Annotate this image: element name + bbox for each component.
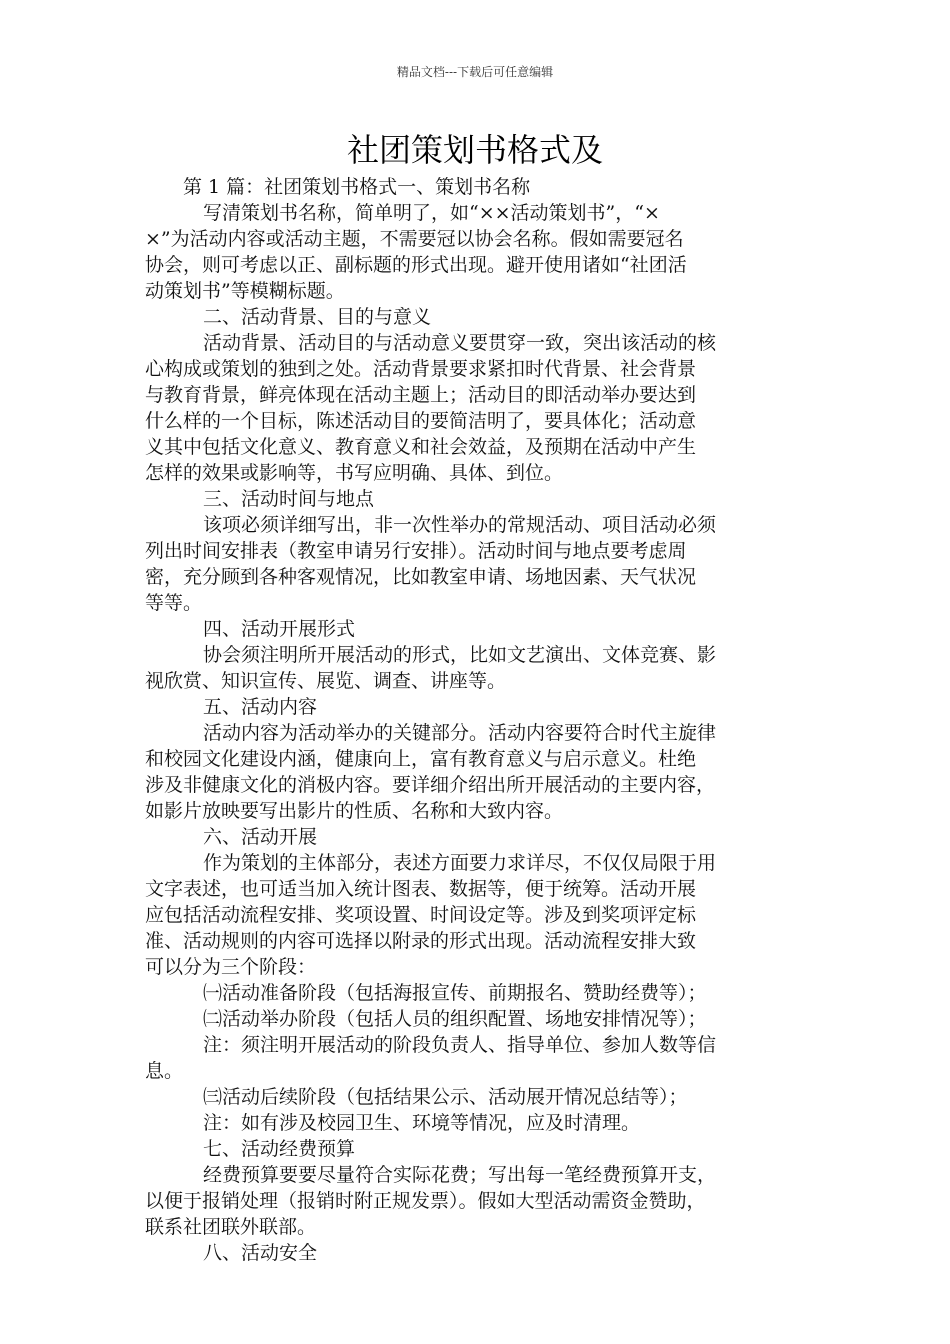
text-line: 以便于报销处理（报销时附正规发票）。假如大型活动需资金赞助， [145,1190,706,1212]
text-line: 列出时间安排表（教室申请另行安排）。活动时间与地点要考虑周 [145,540,687,562]
text-line: 活动内容为活动举办的关键部分。活动内容要符合时代主旋律 [203,722,717,744]
text-line: 密，充分顾到各种客观情况，比如教室申请、场地因素、天气状况 [145,566,697,588]
text-line: 注：如有涉及校园卫生、环境等情况，应及时清理。 [203,1112,641,1134]
text-line: ㈢活动后续阶段（包括结果公示、活动展开情况总结等）； [203,1086,688,1108]
text-line: 该项必须详细写出，非一次性举办的常规活动、项目活动必须 [203,514,717,536]
page-header: 精品文档---下载后可任意编辑 [396,65,554,79]
text-line: 与教育背景，鲜亮体现在活动主题上；活动目的即活动举办要达到 [145,384,697,406]
text-line: 协会，则可考虑以正、副标题的形式出现。避开使用诸如“社团活 [145,254,687,276]
text-line: 六、活动开展 [203,826,318,848]
text-line: 义其中包括文化意义、教育意义和社会效益，及预期在活动中产生 [145,436,697,458]
text-line: 联系社团联外联部。 [145,1216,317,1238]
text-line: 什么样的一个目标，陈述活动目的要简洁明了，要具体化；活动意 [145,410,697,432]
text-line: 如影片放映要写出影片的性质、名称和大致内容。 [145,800,564,822]
text-line: 准、活动规则的内容可选择以附录的形式出现。活动流程安排大致 [145,930,697,952]
text-line: 五、活动内容 [203,696,318,718]
text-line: 应包括活动流程安排、奖项设置、时间设定等。涉及到奖项评定标 [145,904,697,926]
text-line: 活动背景、活动目的与活动意义要贯穿一致，突出该活动的核 [203,332,717,354]
document-body [145,174,805,1266]
text-line: 视欣赏、知识宣传、展览、调查、讲座等。 [145,670,507,692]
text-line: 注：须注明开展活动的阶段负责人、指导单位、参加人数等信 [203,1034,717,1056]
text-line: 写清策划书名称，简单明了，如“××活动策划书”，“× [203,202,660,224]
text-line: 四、活动开展形式 [203,618,356,640]
text-line: 协会须注明所开展活动的形式，比如文艺演出、文体竞赛、影 [203,644,717,666]
document-title: 社团策划书格式及 [346,131,603,169]
text-line: 怎样的效果或影响等，书写应明确、具体、到位。 [145,462,564,484]
text-line: ㈡活动举办阶段（包括人员的组织配置、场地安排情况等）； [203,1008,707,1030]
text-line: 动策划书”等模糊标题。 [145,280,345,302]
text-line: 二、活动背景、目的与意义 [203,306,432,328]
text-line: 涉及非健康文化的消极内容。要详细介绍出所开展活动的主要内容， [145,774,716,796]
text-line: 作为策划的主体部分，表述方面要力求详尽，不仅仅局限于用 [203,852,717,874]
text-line: 等等。 [145,592,203,614]
text-line: 文字表述，也可适当加入统计图表、数据等，便于统筹。活动开展 [145,878,697,900]
text-line: 第 1 篇：社团策划书格式一、策划书名称 [183,176,531,198]
text-line: ㈠活动准备阶段（包括海报宣传、前期报名、赞助经费等）； [203,982,707,1004]
text-line: 心构成或策划的独到之处。活动背景要求紧扣时代背景、社会背景 [145,358,697,380]
text-line: 八、活动安全 [203,1242,318,1264]
text-line: ×”为活动内容或活动主题，不需要冠以协会名称。假如需要冠名 [145,228,684,250]
text-line: 三、活动时间与地点 [203,488,375,510]
text-line: 七、活动经费预算 [203,1138,356,1160]
text-line: 经费预算要要尽量符合实际花费；写出每一笔经费预算开支， [203,1164,717,1186]
text-line: 可以分为三个阶段： [145,956,317,978]
text-line: 和校园文化建设内涵，健康向上，富有教育意义与启示意义。杜绝 [145,748,697,770]
text-line: 息。 [145,1060,184,1082]
